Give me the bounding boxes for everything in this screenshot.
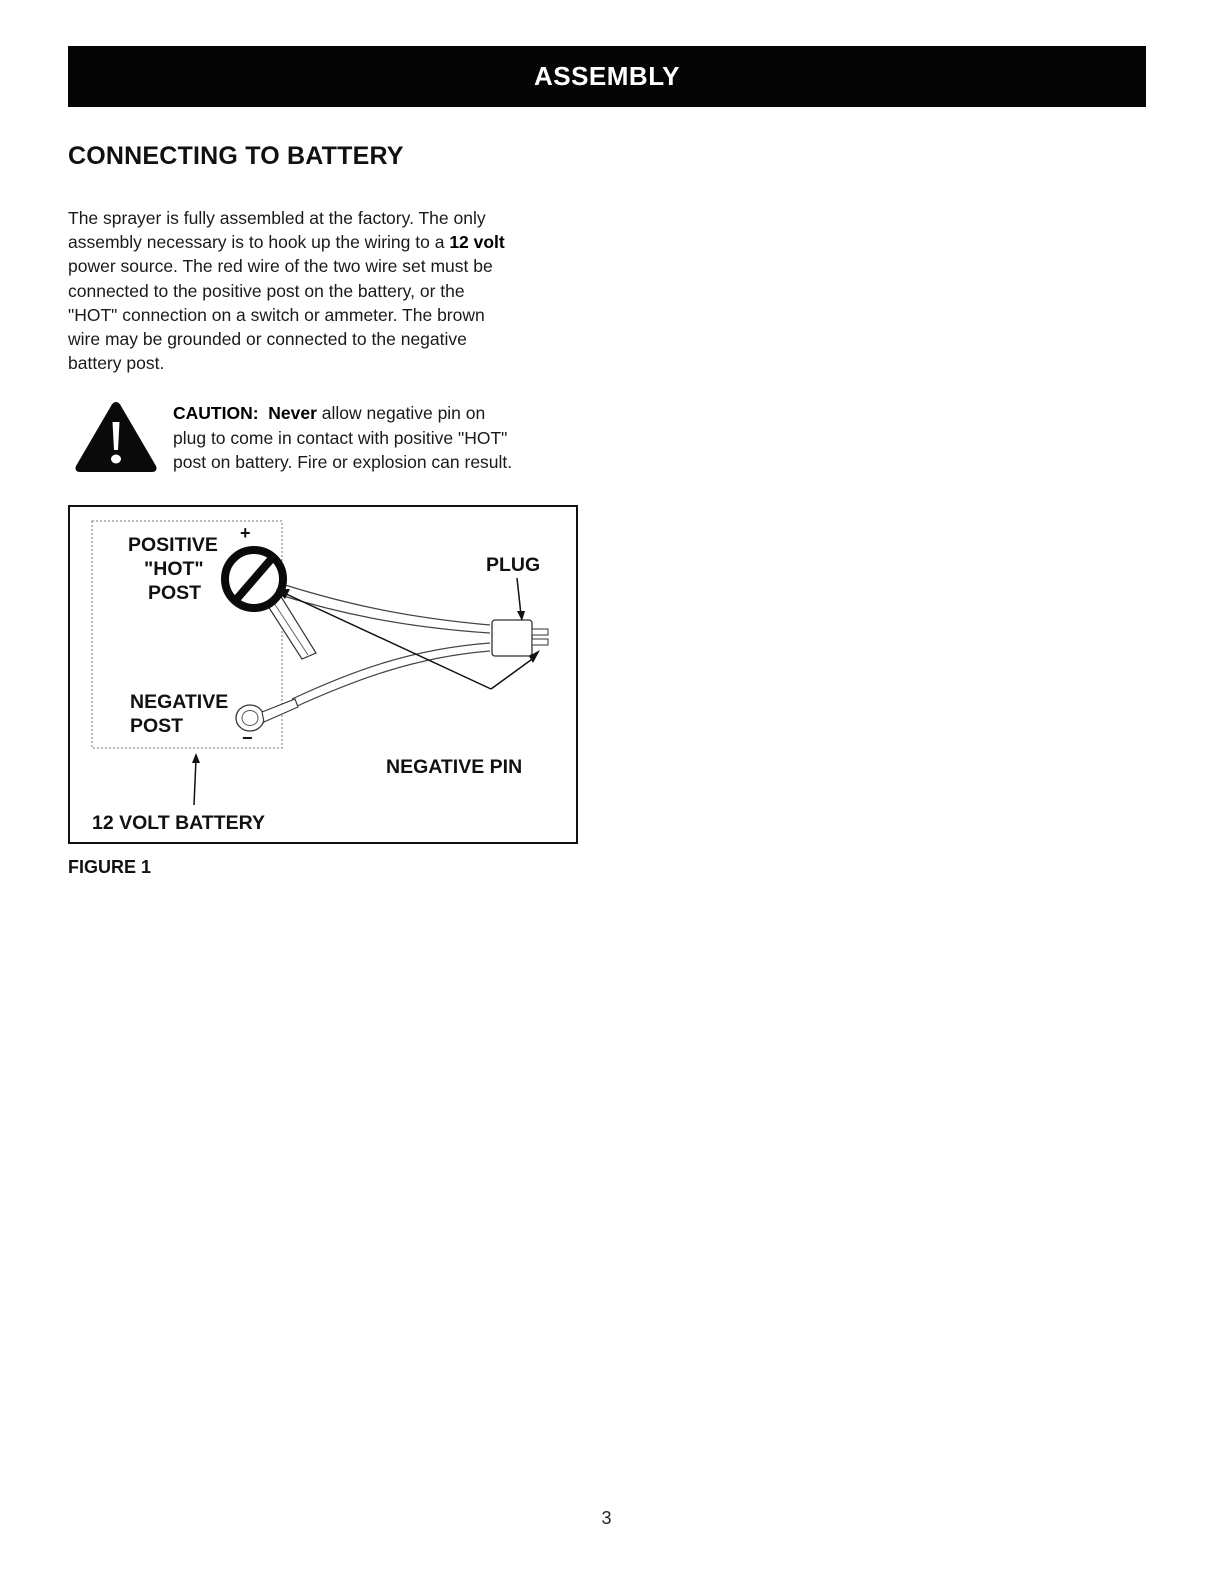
battery-label: 12 VOLT BATTERY [92, 812, 265, 834]
intro-line-2-text: assembly necessary is to hook up the wiring to a [68, 232, 450, 253]
section-banner [68, 46, 1146, 107]
negative-pin-label: NEGATIVE PIN [386, 756, 523, 778]
plug-pin-upper [532, 629, 548, 635]
figure-caption: FIGURE 1 [68, 857, 152, 877]
prohibited-icon [225, 550, 283, 608]
negative-post-label-2: POST [130, 715, 184, 737]
intro-line-6: wire may be grounded or connected to the negative [68, 329, 467, 350]
page-number: 3 [601, 1508, 612, 1528]
wire-brown-lower [295, 651, 490, 707]
positive-post-label-3: POST [148, 582, 202, 604]
section-heading: CONNECTING TO BATTERY [68, 142, 404, 170]
positive-post-label-2: "HOT" [144, 558, 204, 580]
intro-line-3: power source. The red wire of the two wire set must be [68, 256, 493, 277]
plus-sign: + [240, 523, 251, 543]
caution-line-2: plug to come in contact with positive "HOT" [173, 427, 508, 448]
battery-leader [194, 759, 196, 805]
plug-body [492, 620, 532, 656]
negative-pin-leader-right [491, 657, 535, 689]
wire-red-lower [280, 595, 490, 633]
ring-crimp [262, 699, 298, 722]
intro-line-1: The sprayer is fully assembled at the factory. The only [68, 208, 486, 228]
positive-post-label-1: POSITIVE [128, 534, 218, 556]
caution-line-3: post on battery. Fire or explosion can result. [173, 452, 513, 472]
plug-pin-lower [532, 639, 548, 645]
plug-label: PLUG [486, 554, 541, 576]
banner-title: ASSEMBLY [533, 61, 681, 91]
sleeve-inner-line [274, 603, 308, 655]
intro-paragraph [68, 206, 588, 375]
plug-leader [517, 578, 521, 615]
caution-notice [173, 401, 593, 475]
caution-never: Never [268, 403, 317, 423]
negative-pin-leader-left [284, 593, 491, 689]
voltage-emphasis: 12 volt [449, 232, 505, 253]
battery-connection-figure [68, 505, 578, 844]
intro-line-4: connected to the positive post on the battery, or the [68, 280, 465, 301]
negative-post-label-1: NEGATIVE [130, 691, 229, 713]
caution-label: CAUTION: [173, 403, 259, 423]
intro-line-7: battery post. [68, 353, 165, 374]
battery-arrowhead [192, 753, 200, 763]
caution-line-1-text: allow negative pin on [316, 403, 486, 423]
caution-line-1 [173, 401, 593, 426]
minus-sign: − [242, 728, 253, 748]
warning-triangle-icon [74, 400, 158, 474]
intro-line-2 [68, 230, 588, 254]
intro-line-5: "HOT" connection on a switch or ammeter. The brown [68, 304, 485, 325]
wire-brown-upper [292, 643, 490, 699]
